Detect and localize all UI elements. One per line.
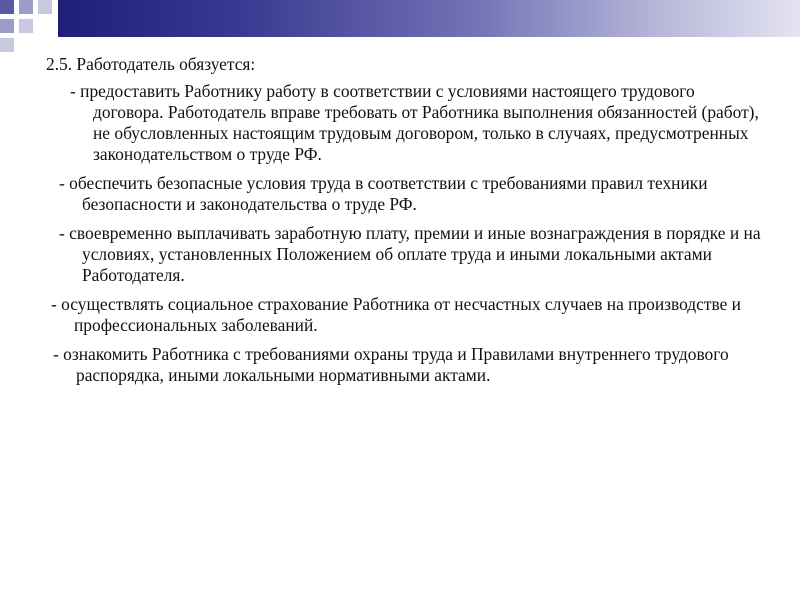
decor-square: [19, 19, 33, 33]
decor-square: [0, 0, 14, 14]
list-item: - своевременно выплачивать заработную плату, премии и иные вознаграждения в порядке и на условиях, установленных Положением об оплате труда и иными локальными актами Работодателя.: [59, 223, 761, 285]
section-heading: 2.5. Работодатель обязуется:: [46, 54, 256, 74]
list-item: - обеспечить безопасные условия труда в соответствии с требованиями правил техники безопасности и законодательства о труде РФ.: [59, 173, 708, 214]
list-item: - ознакомить Работника с требованиями охраны труда и Правилами внутреннего трудового распорядка, иными локальными нормативными актами.: [53, 344, 729, 385]
decor-square: [19, 0, 33, 14]
decor-square: [0, 38, 14, 52]
header-gradient-bar: [58, 0, 800, 37]
decor-square: [0, 19, 14, 33]
decor-square: [38, 0, 52, 14]
list-item: - осуществлять социальное страхование Работника от несчастных случаев на производстве и профессиональных заболеваний.: [51, 294, 741, 335]
list-item: - предоставить Работнику работу в соответствии с условиями настоящего трудового договора. Работодатель вправе требовать от Работника выполнения обязанностей (работ), не обусловленных настоящим трудовым договором, только в случаях, предусмотренных законодательством о труде РФ.: [70, 81, 759, 164]
slide-body: [46, 54, 766, 394]
